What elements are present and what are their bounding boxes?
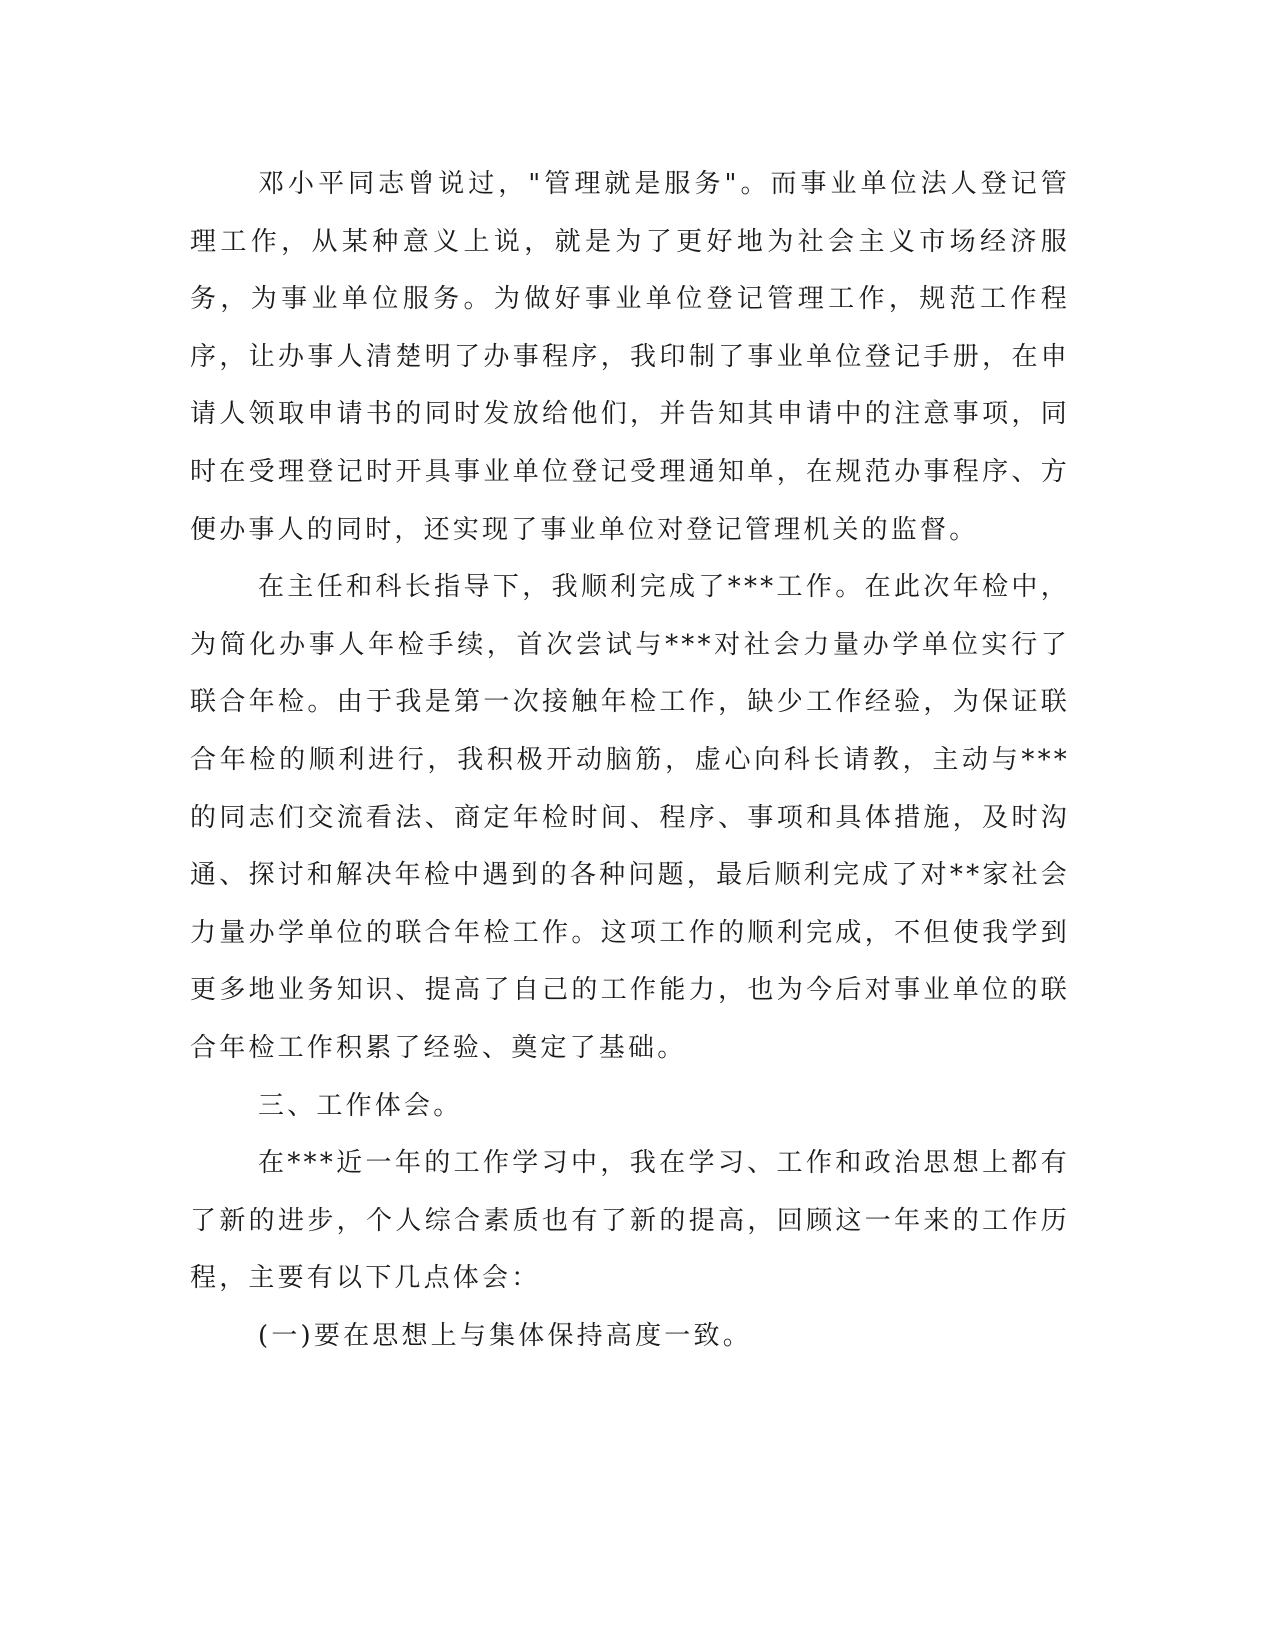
subheading-ideological-unity: (一)要在思想上与集体保持高度一致。 — [258, 1320, 752, 1351]
body-text — [190, 156, 1070, 1365]
paragraph-year-review: 在***近一年的工作学习中，我在学习、工作和政治思想上都有了新的进步，个人综合素质也有了新的提高，回顾这一年来的工作历程，主要有以下几点体会： — [190, 1148, 1070, 1294]
paragraph-annual-inspection: 在主任和科长指导下，我顺利完成了***工作。在此次年检中，为简化办事人年检手续，首次尝试与***对社会力量办学单位实行了联合年检。由于我是第一次接触年检工作，缺少工作经验，为保证联合年检的顺利进行，我积极开动脑筋，虚心向科长请教，主动与***的同志们交流看法、商定年检时间、程序、事项和具体措施，及时沟通、探讨和解决年检中遇到的各种问题，最后顺利完成了对**家社会力量办学单位的联合年检工作。这项工作的顺利完成，不但使我学到更多地业务知识、提高了自己的工作能力，也为今后对事业单位的联合年检工作积累了经验、奠定了基础。 — [190, 572, 1070, 1063]
paragraph-service-registration: 邓小平同志曾说过，"管理就是服务"。而事业单位法人登记管理工作，从某种意义上说，就是为了更好地为社会主义市场经济服务，为事业单位服务。为做好事业单位登记管理工作，规范工作程序，让办事人清楚明了办事程序，我印制了事业单位登记手册，在申请人领取申请书的同时发放给他们，并告知其申请中的注意事项，同时在受理登记时开具事业单位登记受理通知单，在规范办事程序、方便办事人的同时，还实现了事业单位对登记管理机关的监督。 — [190, 169, 1070, 545]
section-heading-work-experience: 三、工作体会。 — [258, 1090, 463, 1121]
